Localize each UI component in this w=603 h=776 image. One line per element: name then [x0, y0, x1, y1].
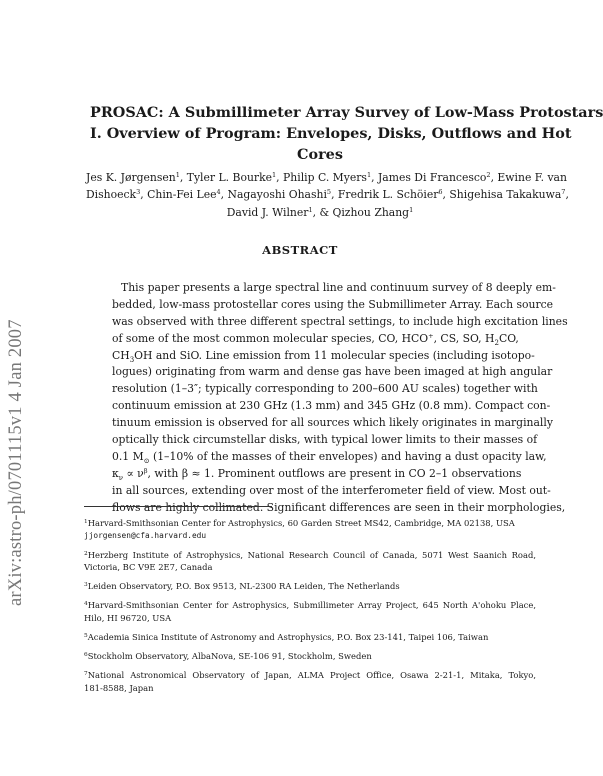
abstract-heading: ABSTRACT	[262, 243, 338, 257]
affiliation-mark: 1	[175, 171, 180, 179]
abstract-line: 0.1 $M_⊙$ (1–10% of the masses of their envelopes) and having a dust opacity law,	[112, 449, 547, 466]
title-line-1: PROSAC: A Submillimeter Array Survey of Low-Mass Protostars	[90, 104, 603, 121]
abstract-line: in all sources, extending over most of the interferometer field of view. Most out-	[112, 483, 551, 497]
email-link[interactable]: jjorgensen@cfa.harvard.edu	[84, 530, 207, 540]
abstract-line: resolution (1–3″; typically corresponding to 200–600 AU scales) together with	[112, 382, 538, 396]
affiliation-mark: 1	[366, 171, 372, 179]
abstract-line: optically thick circumstellar disks, with typical lower limits to their masses of	[112, 433, 538, 447]
footnote-1: $^1$Harvard-Smithsonian Center for Astrophysics, 60 Garden Street MS42, Cambridge, MA 02138, USA jjorgensen@cfa.harvard.edu	[84, 517, 536, 542]
author-name: Dishoeck	[86, 188, 137, 202]
paper-title	[90, 102, 603, 165]
affiliation-mark: 6	[438, 188, 443, 197]
affiliation-mark: 1	[272, 171, 277, 179]
author-separator: ,	[565, 188, 569, 202]
affiliation-mark: 4	[216, 188, 221, 197]
author-name: , Tyler L. Bourke	[179, 171, 273, 184]
footnote-divider	[84, 506, 272, 507]
author-name: , Philip C. Myers	[276, 171, 367, 184]
affiliation-mark: 5	[326, 188, 332, 197]
footnote-3: $^3$Leiden Observatory, P.O. Box 9513, NL-2300 RA Leiden, The Netherlands	[84, 581, 400, 592]
footnote-7: $^7$National Astronomical Observatory of Japan, ALMA Project Office, Osawa 2-21-1, Mitaka, Tokyo, 181-8588, Japan	[84, 670, 536, 693]
affiliation-mark: 3	[136, 188, 141, 197]
abstract-body	[112, 280, 568, 516]
abstract-line: tinuum emission is observed for all sources which likely originates in marginally	[112, 416, 553, 430]
footnote-2: $^2$Herzberg Institute of Astrophysics, National Research Council of Canada, 5071 West Saanich Road, Victoria, BC V9E 2E7, Canada	[84, 549, 536, 573]
title-line-2: I. Overview of Program: Envelopes, Disks, Outflows and Hot	[90, 125, 572, 142]
affiliation-mark: 7	[561, 188, 566, 197]
author-list	[86, 169, 569, 221]
abstract-line: This paper presents a large spectral line and continuum survey of 8 deeply em-	[121, 281, 556, 294]
author-name: , James Di Francesco	[371, 171, 487, 184]
author-name: , Nagayoshi Ohashi	[220, 188, 327, 202]
author-line-1	[86, 169, 567, 186]
author-name: Jes K. Jørgensen	[86, 171, 176, 184]
footnotes	[84, 517, 536, 701]
footnote-5: $^5$Academia Sinica Institute of Astronomy and Astrophysics, P.O. Box 23-141, Taipei 106, Taiwan	[84, 632, 489, 643]
footnote-4: $^4$Harvard-Smithsonian Center for Astrophysics, Submillimeter Array Project, 645 North A'ohoku Place, Hilo, HI 96720, USA	[84, 600, 536, 624]
footnote-6: $^6$Stockholm Observatory, AlbaNova, SE-106 91, Stockholm, Sweden	[84, 651, 372, 662]
arxiv-identifier: arXiv:astro-ph/0701115v1 4 Jan 2007	[6, 319, 26, 606]
author-name: , & Qizhou Zhang	[312, 205, 410, 219]
author-line-3	[86, 204, 554, 221]
author-name: , Chin-Fei Lee	[140, 188, 217, 202]
affiliation-mark: 2	[486, 171, 491, 179]
abstract-line: was observed with three different spectral settings, to include high excitation lines	[112, 314, 568, 328]
affiliation-mark: 1	[409, 205, 414, 214]
abstract-line: continuum emission at 230 GHz (1.3 mm) and 345 GHz (0.8 mm). Compact con-	[112, 399, 551, 413]
abstract-line: $\kappa_\nu \propto \nu^\beta$, with β ≈ 1. Prominent outflows are present in CO 2–1 observations	[112, 466, 522, 482]
author-name: , Fredrik L. Schöier	[331, 188, 439, 202]
affiliation-mark: 1	[308, 205, 313, 214]
author-name: , Ewine F. van	[490, 171, 567, 184]
abstract-line: $CH_3OH$ and SiO. Line emission from 11 molecular species (including isotopo-	[112, 348, 535, 364]
author-line-2	[86, 186, 569, 203]
abstract-line: bedded, low-mass protostellar cores using the Submillimeter Array. Each source	[112, 297, 554, 311]
author-name: , Shigehisa Takakuwa	[442, 188, 562, 202]
abstract-line: logues) originating from warm and dense gas have been imaged at high angular	[112, 365, 553, 379]
abstract-line: of some of the most common molecular species, CO, HCO+, CS, SO, $H_2CO$,	[112, 331, 519, 347]
author-name: David J. Wilner	[226, 205, 309, 219]
abstract-line: flows are highly collimated. Significant differences are seen in their morphologies,	[112, 500, 566, 514]
title-line-3: Cores	[297, 146, 343, 163]
